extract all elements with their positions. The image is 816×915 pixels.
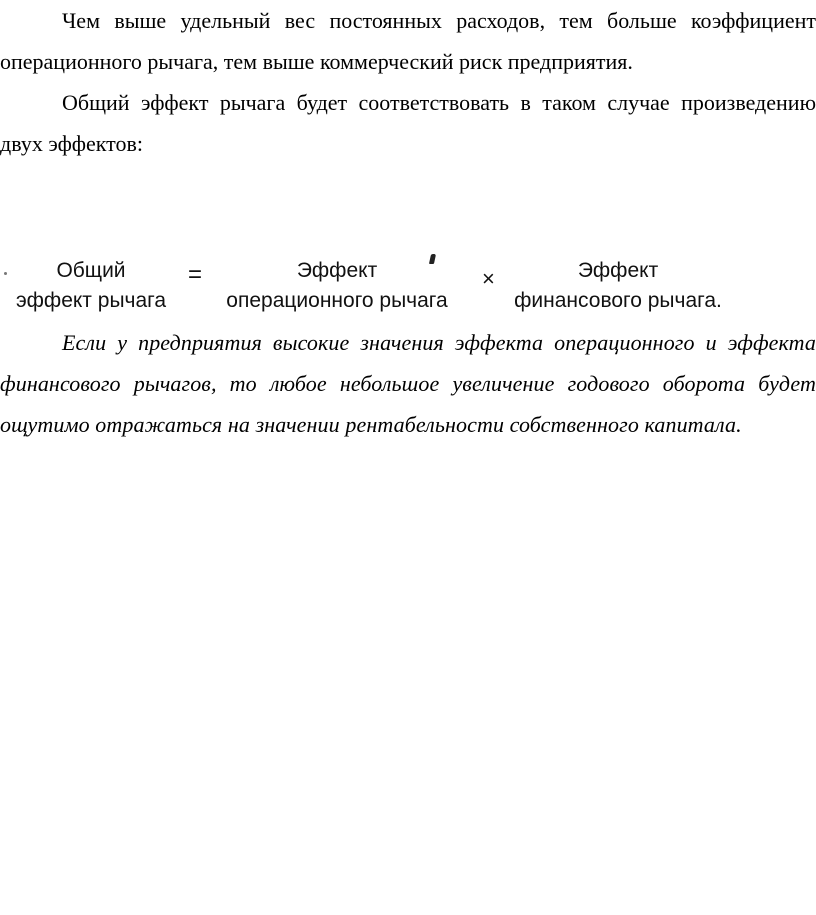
paragraph-text: Общий эффект рычага будет соответствовать в таком случае произведению двух эффектов: (0, 90, 816, 156)
leverage-formula (0, 252, 816, 322)
formula-term-line: Эффект (577, 259, 659, 282)
formula-term-line: финансового рычага. (514, 289, 722, 312)
paragraph-conclusion (0, 322, 816, 445)
formula-term-line: операционного рычага (226, 289, 448, 312)
formula-term-operating-leverage (214, 256, 460, 316)
formula-term-financial-leverage (505, 256, 731, 316)
paragraph-text: Чем выше удельный вес постоянных расходов, тем больше коэффициент операционного рычага, тем выше коммерческий риск предприятия. (0, 8, 816, 74)
paragraph-total-effect (0, 82, 816, 164)
formula-term-line: эффект рычага (15, 289, 167, 312)
formula-term-line: Общий (56, 259, 126, 282)
formula-term-total-effect (8, 256, 174, 316)
formula-term-line: Эффект (296, 259, 378, 282)
paragraph-text: Если у предприятия высокие значения эффекта операционного и эффекта финансового рычагов, то любое небольшое увеличение годового оборота будет ощутимо отражаться на значении рентабельности собственного капитала. (0, 330, 816, 437)
paragraph-fixed-costs (0, 0, 816, 82)
formula-multiply-sign: × (482, 266, 495, 291)
formula-equals-sign: = (188, 261, 203, 288)
scan-artifact (4, 272, 7, 275)
